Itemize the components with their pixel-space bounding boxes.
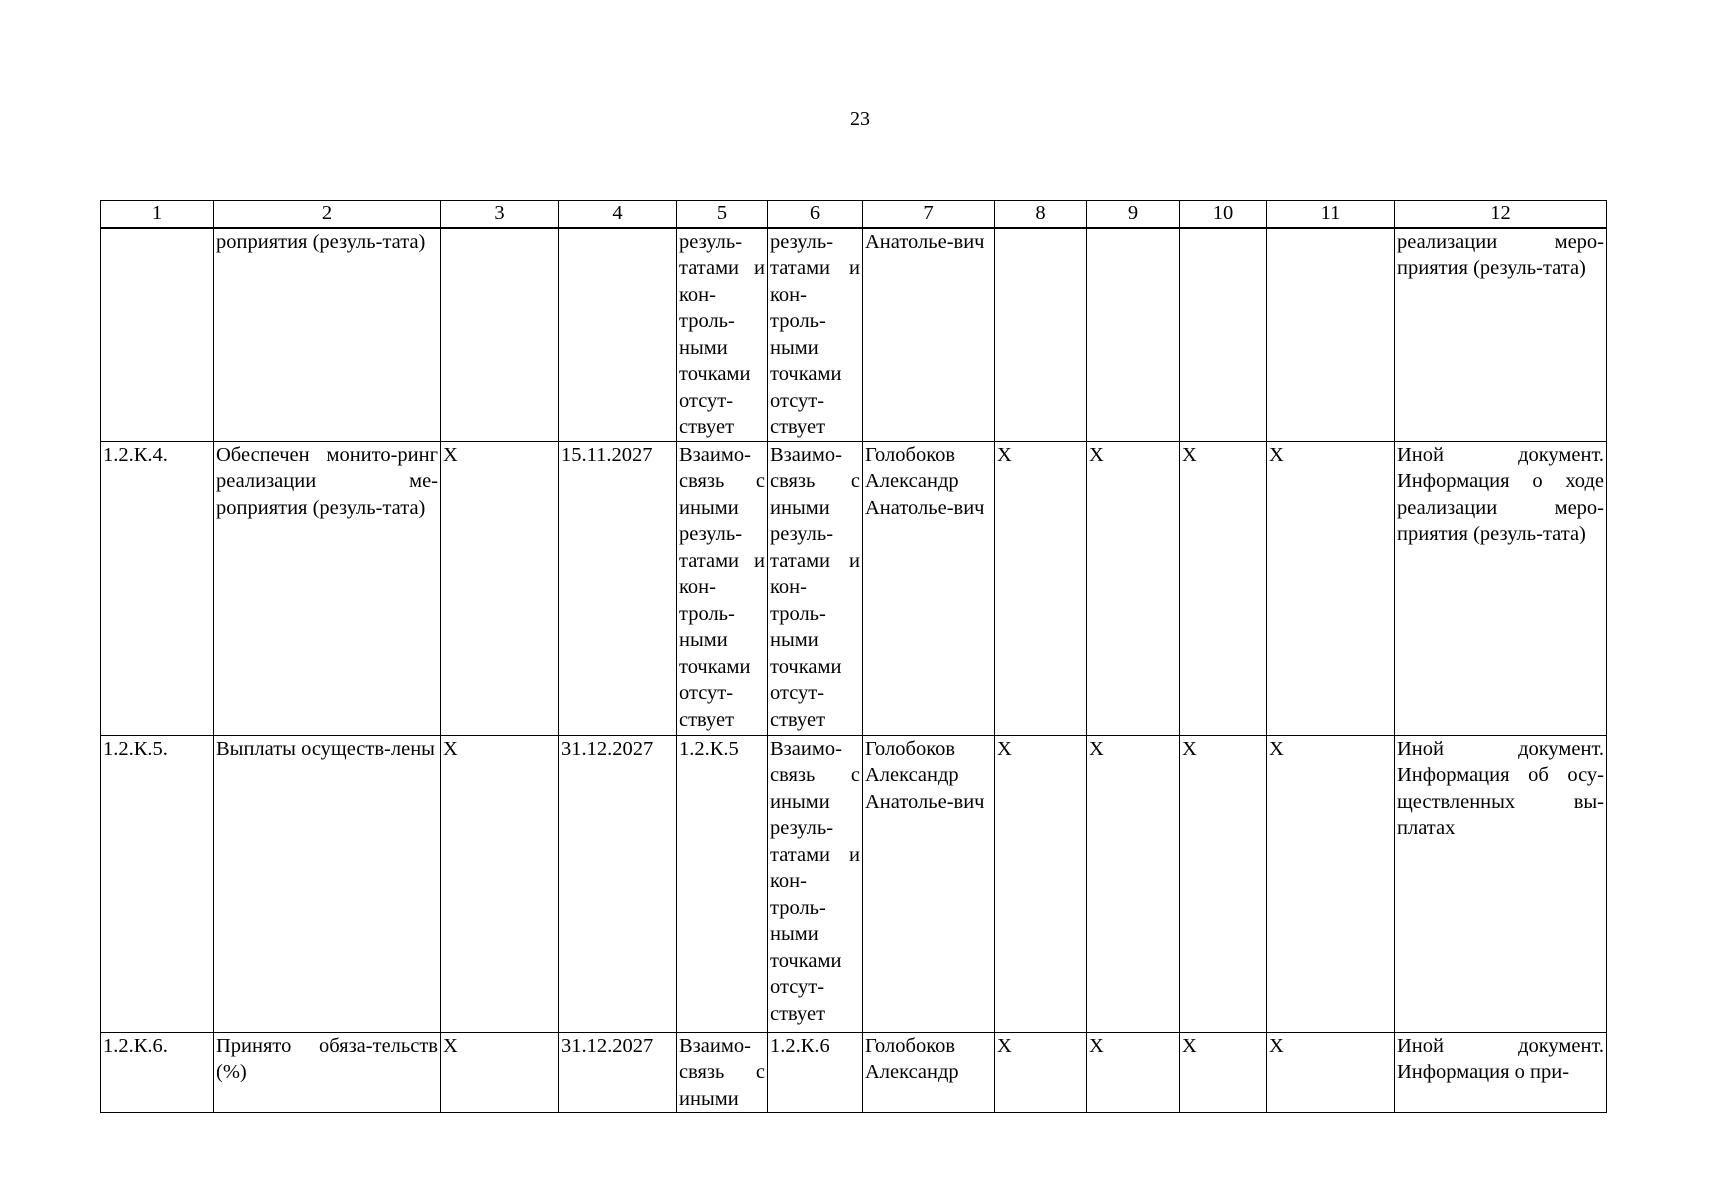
table-cell: X (1087, 735, 1180, 1032)
row-number-cell (101, 228, 214, 442)
table-cell: Взаимо-связь с иными резуль-татами и кон-троль-ными точками отсут-ствует (768, 441, 863, 735)
column-header: 9 (1087, 201, 1180, 228)
table-cell (1267, 228, 1395, 442)
date-cell: 31.12.2027 (559, 735, 677, 1032)
table-cell: резуль-татами и кон-троль-ными точками отсут-ствует (677, 228, 768, 442)
result-name-cell: Выплаты осуществ-лены (214, 735, 441, 1032)
document-cell: Иной документ. Информация о при- (1395, 1032, 1607, 1113)
table-cell: X (1180, 735, 1267, 1032)
table-cell: Взаимо-связь с иными резуль-татами и кон-троль-ными точками отсут-ствует (677, 441, 768, 735)
table-header-row (101, 201, 1607, 228)
table-row (101, 1032, 1607, 1113)
document-table (100, 200, 1607, 1113)
date-cell (559, 228, 677, 442)
table-cell (1087, 228, 1180, 442)
table-cell: X (1087, 1032, 1180, 1113)
table-cell: X (1267, 1032, 1395, 1113)
row-number-cell: 1.2.К.4. (101, 441, 214, 735)
column-header: 2 (214, 201, 441, 228)
table-cell (995, 228, 1087, 442)
column-header: 4 (559, 201, 677, 228)
table-row (101, 228, 1607, 442)
result-name-cell: Обеспечен монито-ринг реализации ме-роприятия (резуль-тата) (214, 441, 441, 735)
table-cell: X (995, 1032, 1087, 1113)
table-cell: X (441, 441, 559, 735)
table-row (101, 735, 1607, 1032)
column-header: 3 (441, 201, 559, 228)
table-cell: X (995, 441, 1087, 735)
table-cell (1180, 228, 1267, 442)
page-number: 23 (850, 108, 870, 130)
table-cell: X (441, 1032, 559, 1113)
table-cell: X (1267, 735, 1395, 1032)
table-cell: Взаимо-связь с иными (677, 1032, 768, 1113)
document-cell: Иной документ. Информация о ходе реализации меро-приятия (резуль-тата) (1395, 441, 1607, 735)
result-name-cell: Принято обяза-тельств (%) (214, 1032, 441, 1113)
column-header: 1 (101, 201, 214, 228)
table-cell: X (1267, 441, 1395, 735)
table-cell: X (1087, 441, 1180, 735)
column-header: 11 (1267, 201, 1395, 228)
table-cell: резуль-татами и кон-троль-ными точками отсут-ствует (768, 228, 863, 442)
column-header: 7 (863, 201, 995, 228)
date-cell: 31.12.2027 (559, 1032, 677, 1113)
responsible-cell: Анатолье-вич (863, 228, 995, 442)
table-cell: X (995, 735, 1087, 1032)
document-cell: реализации меро-приятия (резуль-тата) (1395, 228, 1607, 442)
table-cell: 1.2.К.5 (677, 735, 768, 1032)
table-cell: X (1180, 441, 1267, 735)
table-cell (441, 228, 559, 442)
document-cell: Иной документ. Информация об осу-ществленных вы-платах (1395, 735, 1607, 1032)
result-name-cell: роприятия (резуль-тата) (214, 228, 441, 442)
date-cell: 15.11.2027 (559, 441, 677, 735)
responsible-cell: Голобоков Александр Анатолье-вич (863, 735, 995, 1032)
table-cell: X (1180, 1032, 1267, 1113)
column-header: 10 (1180, 201, 1267, 228)
responsible-cell: Голобоков Александр (863, 1032, 995, 1113)
table-cell: X (441, 735, 559, 1032)
row-number-cell: 1.2.К.6. (101, 1032, 214, 1113)
row-number-cell: 1.2.К.5. (101, 735, 214, 1032)
column-header: 5 (677, 201, 768, 228)
table-row (101, 441, 1607, 735)
column-header: 8 (995, 201, 1087, 228)
table-cell: Взаимо-связь с иными резуль-татами и кон-троль-ными точками отсут-ствует (768, 735, 863, 1032)
table-cell: 1.2.К.6 (768, 1032, 863, 1113)
responsible-cell: Голобоков Александр Анатолье-вич (863, 441, 995, 735)
column-header: 12 (1395, 201, 1607, 228)
column-header: 6 (768, 201, 863, 228)
